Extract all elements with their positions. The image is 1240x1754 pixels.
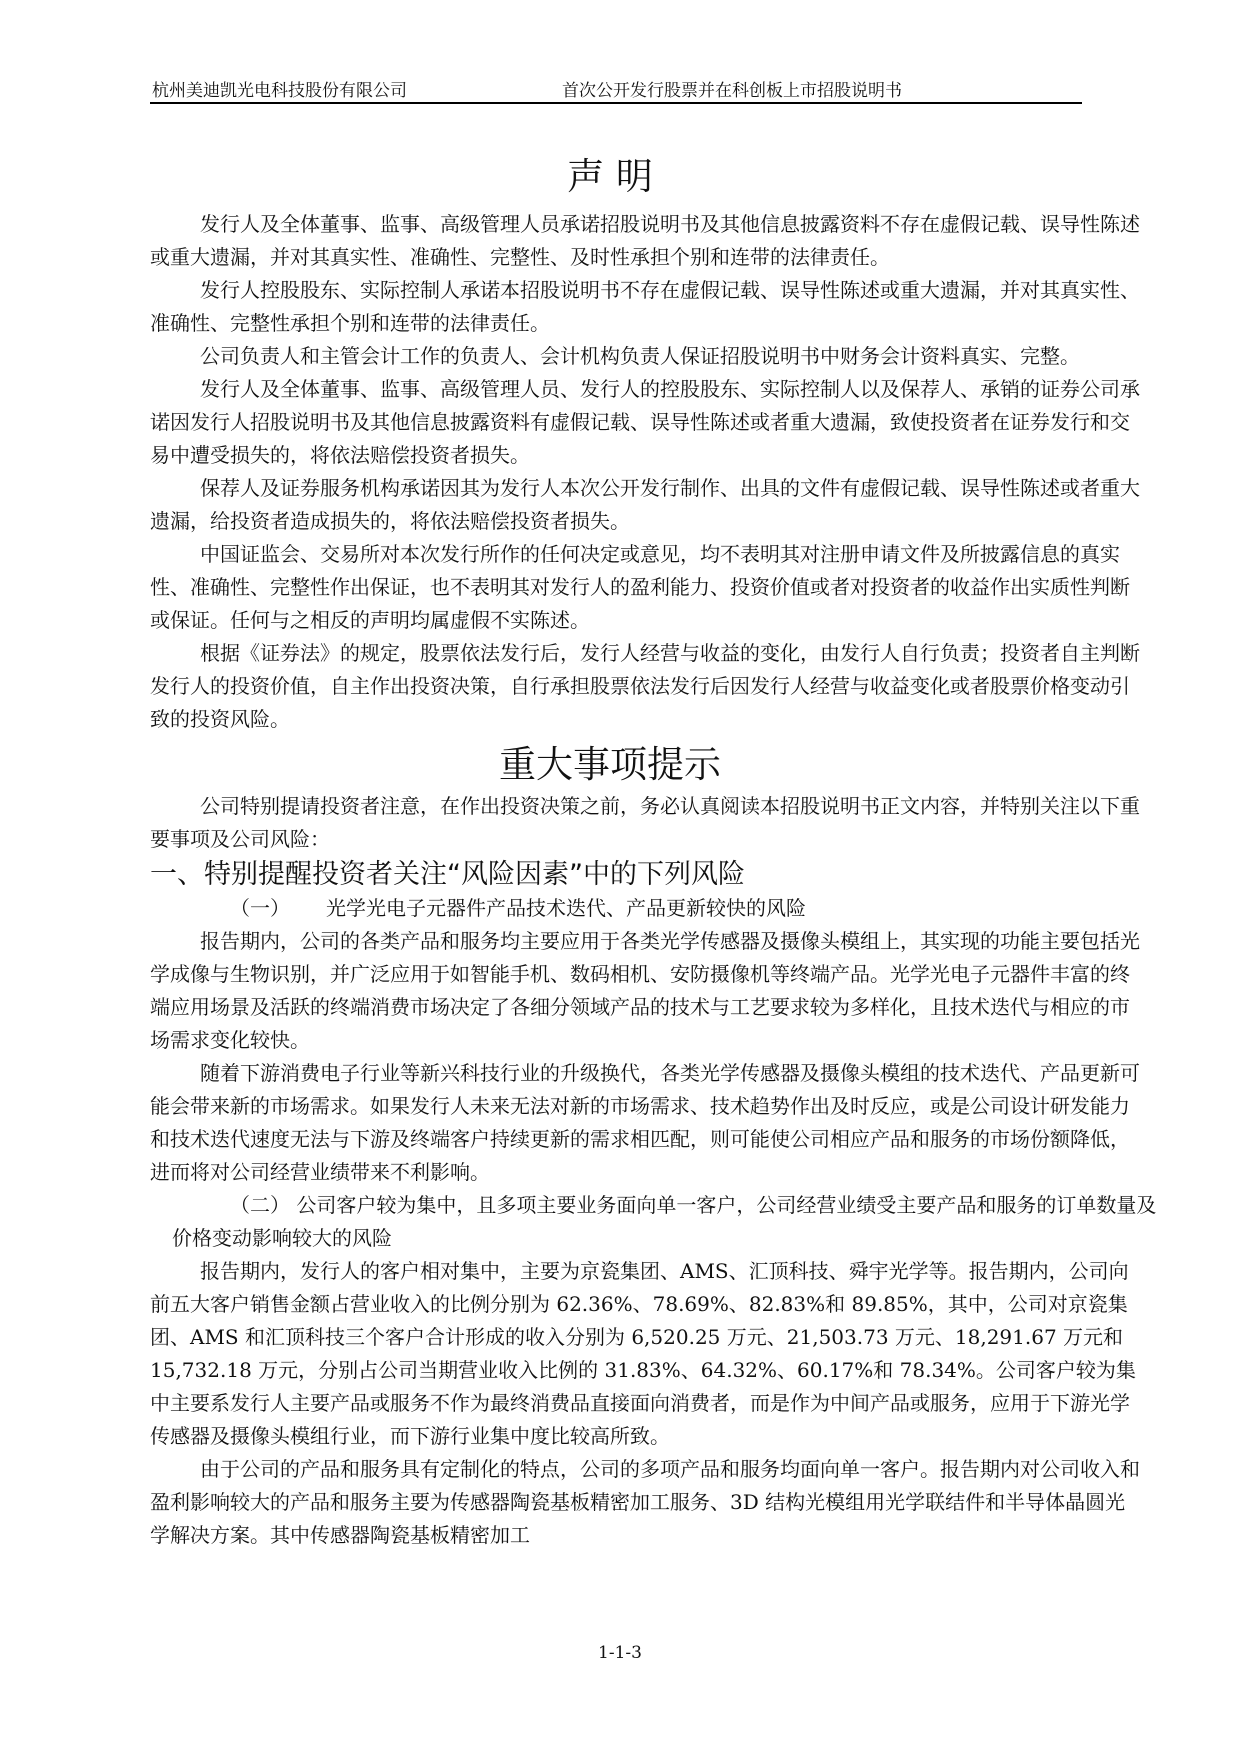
- subsection1-paragraph: 报告期内，公司的各类产品和服务均主要应用于各类光学传感器及摄像头模组上，其实现的功能主要包括光学成像与生物识别，并广泛应用于如智能手机、数码相机、安防摄像机等终端产品。光学光电子元器件丰富的终端应用场景及活跃的终端消费市场决定了各细分领域产品的技术与工艺要求较为多样化，且技术迭代与相应的市场需求变化较快。: [150, 929, 1140, 1052]
- statement-title: 声 明: [567, 155, 653, 198]
- page-number: 1-1-3: [598, 1643, 642, 1663]
- document-body: [150, 150, 1157, 1552]
- header-document-title: 首次公开发行股票并在科创板上市招股说明书: [562, 81, 902, 101]
- subsection1-heading-text: 光学光电子元器件产品技术迭代、产品更新较快的风险: [326, 896, 806, 920]
- statement-paragraph: 发行人控股股东、实际控制人承诺本招股说明书不存在虚假记载、误导性陈述或重大遗漏，并对其真实性、准确性、完整性承担个别和连带的法律责任。: [150, 278, 1140, 335]
- subsection1-paragraph: 随着下游消费电子行业等新兴科技行业的升级换代，各类光学传感器及摄像头模组的技术迭代、产品更新可能会带来新的市场需求。如果发行人未来无法对新的市场需求、技术趋势作出及时反应，或是公司设计研发能力和技术迭代速度无法与下游及终端客户持续更新的需求相匹配，则可能使公司相应产品和服务的市场份额降低，进而将对公司经营业绩带来不利影响。: [150, 1061, 1140, 1184]
- subsection2-heading: [150, 1189, 1162, 1255]
- subsection2-paragraph: 报告期内，发行人的客户相对集中，主要为京瓷集团、AMS、汇顶科技、舜宇光学等。报告期内，公司向前五大客户销售金额占营业收入的比例分别为 62.36%、78.69%、82.83%和 89.85%，其中，公司对京瓷集团、AMS 和汇顶科技三个客户合计形成的收入分别为 6,520.25 万元、21,503.73 万元、18,291.67 万元和 15,732.18 万元，分别占公司当期营业收入比例的 31.83%、64.32%、60.17%和 78.34%。公司客户较为集中主要系发行人主要产品或服务不作为最终消费品直接面向消费者，而是作为中间产品或服务，应用于下游光学传感器及摄像头模组行业，而下游行业集中度比较高所致。: [150, 1259, 1136, 1448]
- statement-paragraph: 根据《证券法》的规定，股票依法发行后，发行人经营与收益的变化，由发行人自行负责；投资者自主判断发行人的投资价值，自主作出投资决策，自行承担股票依法发行后因发行人经营与收益变化或者股票价格变动引致的投资风险。: [150, 641, 1140, 731]
- statement-paragraph: 发行人及全体董事、监事、高级管理人员承诺招股说明书及其他信息披露资料不存在虚假记载、误导性陈述或重大遗漏，并对其真实性、准确性、完整性、及时性承担个别和连带的法律责任。: [150, 212, 1140, 269]
- statement-paragraph: 保荐人及证券服务机构承诺因其为发行人本次公开发行制作、出具的文件有虚假记载、误导性陈述或者重大遗漏，给投资者造成损失的，将依法赔偿投资者损失。: [150, 476, 1140, 533]
- subsection1-number: （一）: [230, 896, 290, 920]
- subsection2-paragraph: 由于公司的产品和服务具有定制化的特点，公司的多项产品和服务均面向单一客户。报告期内对公司收入和盈利影响较大的产品和服务主要为传感器陶瓷基板精密加工服务、3D 结构光模组用光学联结件和半导体晶圆光学解决方案。其中传感器陶瓷基板精密加工: [150, 1457, 1140, 1547]
- subsection1-heading: [150, 892, 1140, 925]
- subsection2-number: （二）: [230, 1193, 290, 1217]
- statement-paragraph: 发行人及全体董事、监事、高级管理人员、发行人的控股股东、实际控制人以及保荐人、承销的证券公司承诺因发行人招股说明书及其他信息披露资料有虚假记载、误导性陈述或者重大遗漏，致使投资者在证券发行和交易中遭受损失的，将依法赔偿投资者损失。: [150, 377, 1140, 467]
- statement-paragraph: 公司负责人和主管会计工作的负责人、会计机构负责人保证招股说明书中财务会计资料真实、完整。: [200, 344, 1080, 368]
- major-matters-intro: 公司特别提请投资者注意，在作出投资决策之前，务必认真阅读本招股说明书正文内容，并特别关注以下重要事项及公司风险：: [150, 794, 1140, 851]
- header-company-name: 杭州美迪凯光电科技股份有限公司: [152, 81, 407, 101]
- page-header: [150, 74, 1082, 104]
- section1-heading: 一、特别提醒投资者关注“风险因素”中的下列风险: [150, 859, 745, 890]
- statement-paragraph: 中国证监会、交易所对本次发行所作的任何决定或意见，均不表明其对注册申请文件及所披露信息的真实性、准确性、完整性作出保证，也不表明其对发行人的盈利能力、投资价值或者对投资者的收益作出实质性判断或保证。任何与之相反的声明均属虚假不实陈述。: [150, 542, 1130, 632]
- major-matters-title: 重大事项提示: [499, 743, 721, 786]
- subsection2-heading-text: 公司客户较为集中，且多项主要业务面向单一客户，公司经营业绩受主要产品和服务的订单数量及价格变动影响较大的风险: [172, 1193, 1157, 1250]
